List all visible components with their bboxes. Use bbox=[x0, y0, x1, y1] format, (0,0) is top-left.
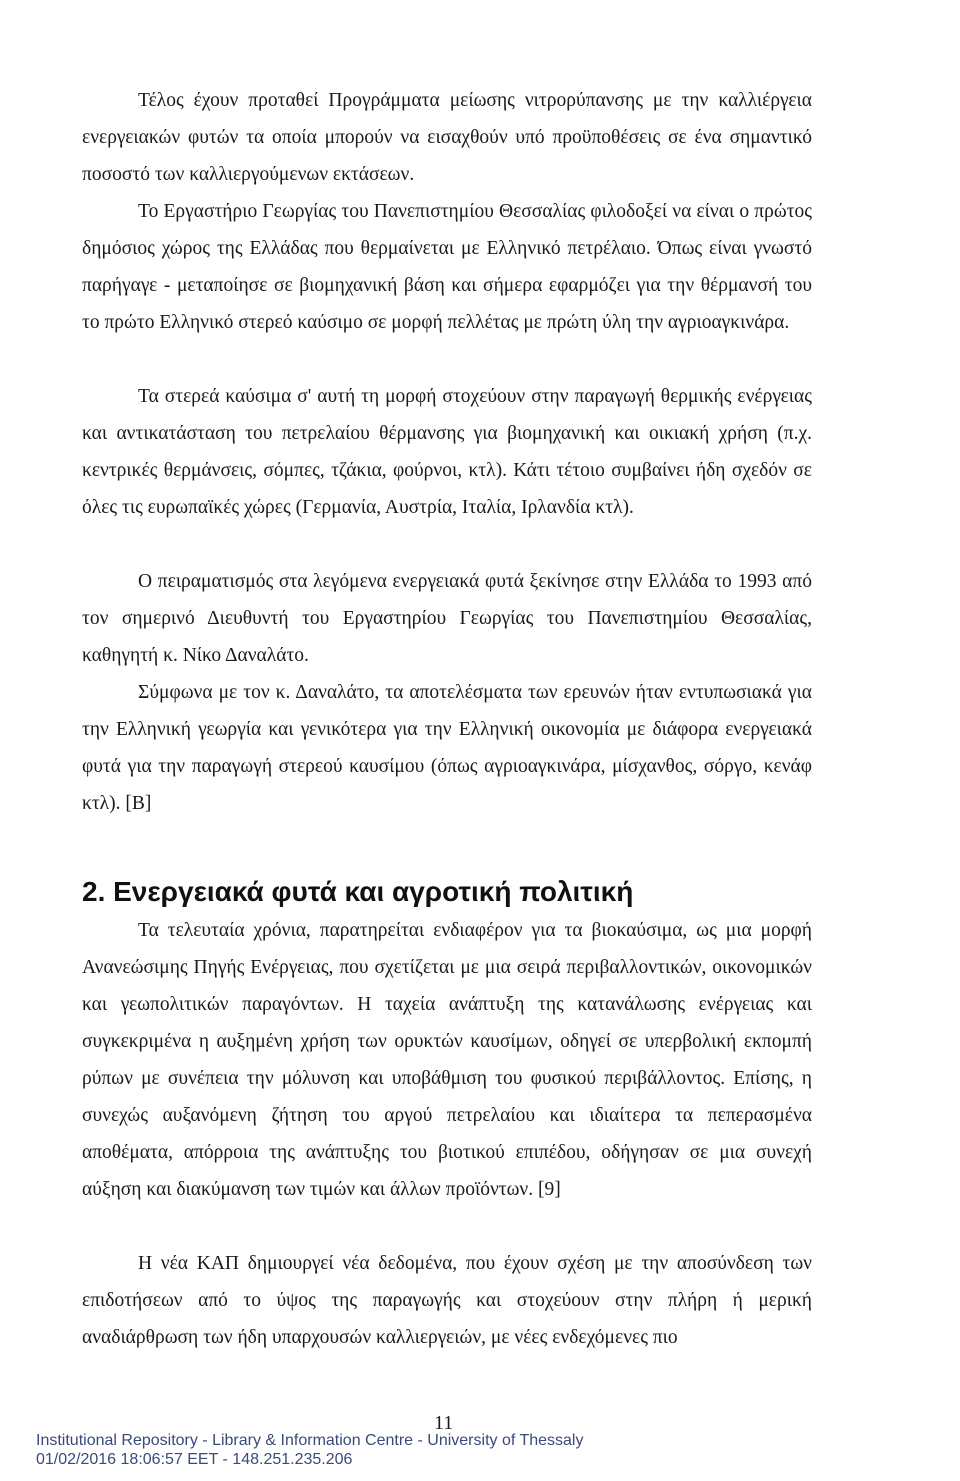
paragraph-research-results: Σύμφωνα με τον κ. Δαναλάτο, τα αποτελέσματα των ερευνών ήταν εντυπωσιακά για την Ελληνική γεωργία και γενικότερα για την Ελληνική οικονομία με διάφορα ενεργειακά φυτά για την παραγωγή στερεού καυσίμου (όπως αγριοαγκινάρα, μίσχανθος, σόργο, κενάφ κτλ). [B] bbox=[82, 682, 812, 814]
paragraph-agriculture-lab: Το Εργαστήριο Γεωργίας του Πανεπιστημίου Θεσσαλίας φιλοδοξεί να είναι ο πρώτος δημόσιος χώρος της Ελλάδας που θερμαίνεται με Ελληνικό πετρέλαιο. Όπως είναι γνωστό παρήγαγε - μεταποίησε σε βιομηχανική βάση και σήμερα εφαρμόζει για την θέρμανσή του το πρώτο Ελληνικό στερεό καύσιμο σε μορφή πελλέτας με πρώτη ύλη την αγριοαγκινάρα. bbox=[82, 201, 812, 333]
footer-timestamp-line: 01/02/2016 18:06:57 EET - 148.251.235.206 bbox=[36, 1451, 353, 1468]
paragraph-nitro-reduction: Τέλος έχουν προταθεί Προγράμματα μείωσης νιτρορύπανσης με την καλλιέργεια ενεργειακών φυτών τα οποία μπορούν να εισαχθούν υπό προϋποθέσεις σε ένα σημαντικό ποσοστό των καλλιεργούμενων εκτάσεων. bbox=[82, 90, 812, 185]
section-heading: 2. Ενεργειακά φυτά και αγροτική πολιτική bbox=[82, 876, 634, 907]
paragraph-biofuels-interest: Τα τελευταία χρόνια, παρατηρείται ενδιαφέρον για τα βιοκαύσιμα, ως μια μορφή Ανανεώσιμης Πηγής Ενέργειας, που σχετίζεται με μια σειρά περιβαλλοντικών, οικονομικών και γεωπολιτικών παραγόντων. Η ταχεία ανάπτυξη της κατανάλωσης ενέργειας και συγκεκριμένα η αυξημένη χρήση των ορυκτών καυσίμων, οδηγεί σε υπερβολική εκπομπή ρύπων με συνέπεια την μόλυνση και υποβάθμιση του φυσικού περιβάλλοντος. Επίσης, η συνεχώς αυξανόμενη ζήτηση του αργού πετρελαίου και ιδιαίτερα τα πεπερασμένα αποθέματα, απόρροια της ανάπτυξης του βιοτικού επιπέδου, οδήγησαν σε μια συνεχή αύξηση και διακύμανση των τιμών και άλλων προϊόντων. [9] bbox=[82, 920, 812, 1200]
paragraph-experimentation: Ο πειραματισμός στα λεγόμενα ενεργειακά φυτά ξεκίνησε στην Ελλάδα το 1993 από τον σημερινό Διευθυντή του Εργαστηρίου Γεωργίας του Πανεπιστημίου Θεσσαλίας, καθηγητή κ. Νίκο Δαναλάτο. bbox=[82, 571, 812, 666]
paragraph-new-cap: Η νέα ΚΑΠ δημιουργεί νέα δεδομένα, που έχουν σχέση με την αποσύνδεση των επιδοτήσεων από το ύψος της παραγωγής και στοχεύουν στην πλήρη ή μερική αναδιάρθρωση των ήδη υπαρχουσών καλλιεργειών, με νέες ενδεχόμενες πιο bbox=[82, 1253, 812, 1348]
footer-repository-line: Institutional Repository - Library & Information Centre - University of Thessaly bbox=[36, 1432, 584, 1449]
page-number: 11 bbox=[434, 1412, 454, 1434]
paragraph-solid-fuels: Τα στερεά καύσιμα σ' αυτή τη μορφή στοχεύουν στην παραγωγή θερμικής ενέργειας και αντικατάσταση του πετρελαίου θέρμανσης για βιομηχανική και οικιακή χρήση (π.χ. κεντρικές θερμάνσεις, σόμπες, τζάκια, φούρνοι, κτλ). Κάτι τέτοιο συμβαίνει ήδη σχεδόν σε όλες τις ευρωπαϊκές χώρες (Γερμανία, Αυστρία, Ιταλία, Ιρλανδία κτλ). bbox=[82, 386, 812, 518]
